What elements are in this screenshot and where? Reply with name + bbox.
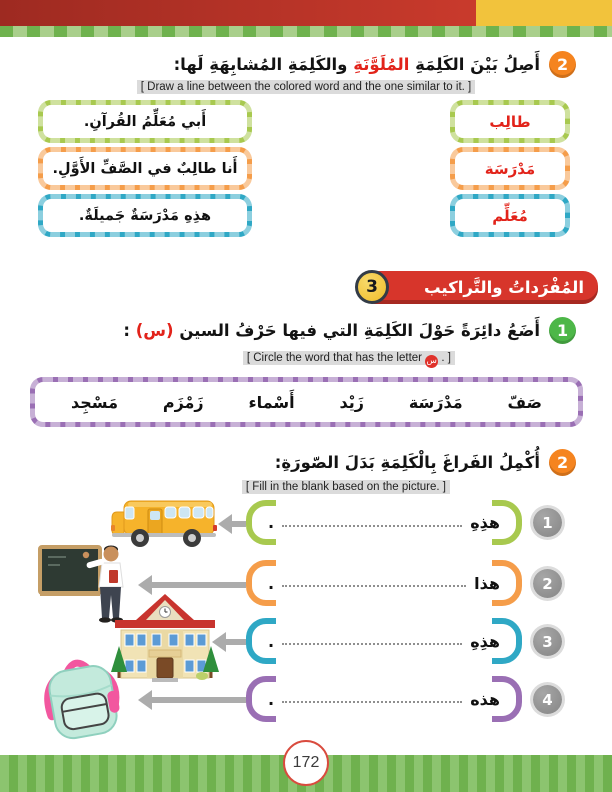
- section-title: المُفْرَداتُ والتَّراكيب: [423, 278, 584, 297]
- match-instruction-english: [0, 81, 612, 93]
- fill-blank-row-1[interactable]: [246, 500, 522, 545]
- arrow-left-icon: [152, 582, 246, 588]
- candidate-word[interactable]: صَفّ: [507, 392, 542, 412]
- exercise-number-badge: 2: [549, 449, 576, 476]
- item-number-badge: 2: [533, 569, 562, 598]
- title-colored-word: المُلَوَّنَةِ: [353, 55, 410, 74]
- sentence-text: أَنا طالِبٌ في الصَّفِّ الأَوَّلِ.: [52, 160, 238, 177]
- arrow-left-icon: [152, 697, 246, 703]
- word-strip: [30, 377, 583, 427]
- title-colored-letter: (س): [135, 321, 174, 340]
- backpack-illustration: [29, 648, 139, 755]
- sentence-text: هذِهِ مَدْرَسَةٌ جَميلَةٌ.: [78, 207, 212, 224]
- instruction-text: . ]: [441, 352, 451, 364]
- demonstrative-word: هذا: [474, 573, 500, 593]
- title-text: :: [123, 321, 130, 340]
- sentence-box-1[interactable]: [38, 100, 252, 143]
- period: .: [268, 631, 275, 651]
- period: .: [268, 689, 275, 709]
- exercise-number-badge: 1: [549, 317, 576, 344]
- instruction-text: [ Draw a line between the colored word and the one similar to it. ]: [137, 80, 475, 94]
- fill-exercise-header: [275, 449, 576, 476]
- instruction-text: [243, 351, 455, 365]
- fill-blank-row-4[interactable]: [246, 676, 522, 722]
- period: .: [268, 513, 275, 532]
- word-box-1[interactable]: [450, 100, 570, 143]
- candidate-words-row: [35, 393, 578, 412]
- candidate-word[interactable]: مَسْجِد: [71, 392, 118, 412]
- arrow-left-icon: [226, 639, 246, 645]
- match-exercise-header: [174, 51, 576, 78]
- colored-word: مَدْرَسَة: [484, 159, 536, 178]
- item-number-badge: 3: [533, 627, 562, 656]
- candidate-word[interactable]: أَسْماء: [248, 392, 295, 412]
- sentence-box-3[interactable]: [38, 194, 252, 237]
- fill-instruction-english: [242, 481, 450, 493]
- candidate-word[interactable]: مَدْرَسَة: [408, 392, 463, 412]
- title-text: أَصِلُ بَيْنَ الكَلِمَةِ: [415, 55, 540, 74]
- sentence-text: أَبي مُعَلِّمُ القُرآنِ.: [83, 113, 207, 130]
- arrow-left-icon: [232, 521, 246, 527]
- header-yellow-bar: [476, 0, 612, 26]
- section-number-badge: 3: [355, 270, 389, 304]
- page-number-badge: 172: [283, 740, 329, 786]
- candidate-word[interactable]: زَمْزَم: [162, 392, 204, 412]
- header-red-bar: [0, 0, 476, 26]
- section-banner: [360, 271, 598, 304]
- circle-exercise-title: [123, 321, 540, 340]
- green-stripe-top-border: [0, 26, 612, 37]
- exercise-number-badge: 2: [549, 51, 576, 78]
- title-text: والكَلِمَةِ المُشابِهَةِ لَها:: [173, 55, 348, 74]
- answer-blank[interactable]: [282, 701, 462, 703]
- candidate-word[interactable]: زَيْد: [339, 392, 364, 412]
- word-box-3[interactable]: [450, 194, 570, 237]
- title-text: أَضَعُ دائِرَةً حَوْلَ الكَلِمَةِ التي فيها حَرْفُ السين: [179, 321, 540, 340]
- answer-blank[interactable]: [282, 525, 462, 527]
- instruction-text: [ Fill in the blank based on the picture. ]: [242, 480, 450, 494]
- fill-blank-row-3[interactable]: [246, 618, 522, 664]
- demonstrative-word: هذِهِ: [470, 631, 500, 651]
- colored-word: مُعَلِّم: [492, 206, 528, 225]
- period: .: [268, 573, 275, 593]
- colored-word: طالِب: [489, 112, 531, 131]
- match-exercise-title: [174, 55, 540, 74]
- sentence-box-2[interactable]: [38, 147, 252, 190]
- instruction-text: [ Circle the word that has the letter: [246, 352, 422, 364]
- fill-exercise-title: أُكْمِلُ الفَراغَ بِالْكَلِمَةِ بَدَلَ الصّورَةِ:: [274, 453, 540, 472]
- item-number-badge: 1: [533, 508, 562, 537]
- answer-blank[interactable]: [282, 643, 462, 645]
- circle-exercise-header: [123, 317, 576, 344]
- answer-blank[interactable]: [282, 585, 466, 587]
- item-number-badge: 4: [533, 685, 562, 714]
- demonstrative-word: هذِهِ: [470, 513, 500, 532]
- word-box-2[interactable]: [450, 147, 570, 190]
- seen-letter-icon: س: [426, 356, 437, 366]
- fill-blank-row-2[interactable]: [246, 560, 522, 606]
- circle-instruction-english: [243, 352, 455, 368]
- demonstrative-word: هذه: [470, 689, 500, 709]
